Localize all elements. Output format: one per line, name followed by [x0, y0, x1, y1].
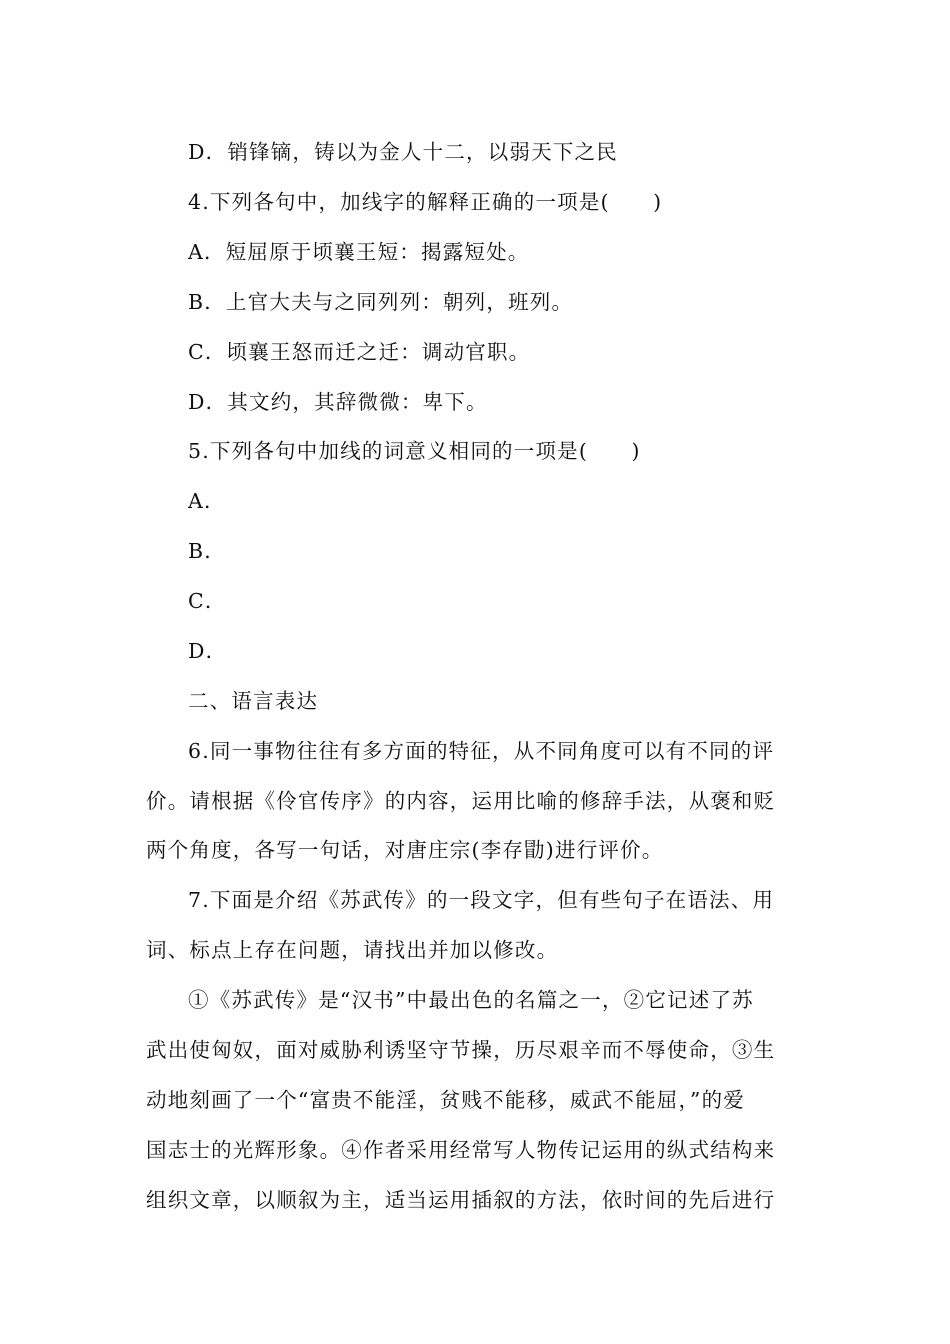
q5-option-c: C．: [188, 589, 227, 613]
q7-line-2: 词、标点上存在问题，请找出并加以修改。: [146, 938, 559, 962]
q4-option-d: D．其文约，其辞微微：卑下。: [188, 390, 488, 414]
section-heading: 二、语言表达: [188, 689, 319, 713]
q7-passage-line-3: 动地刻画了一个“富贵不能淫，贫贱不能移，威武不能屈，”的爱: [146, 1088, 746, 1112]
q4-option-a: A．短屈原于顷襄王短：揭露短处。: [188, 240, 530, 264]
q7-passage-line-4: 国志士的光辉形象。④作者采用经常写人物传记运用的纵式结构来: [146, 1138, 776, 1162]
q5-stem: 5.下列各句中加线的词意义相同的一项是( ): [188, 439, 641, 463]
q7-passage-line-5: 组织文章，以顺叙为主，适当运用插叙的方法，依时间的先后进行: [146, 1188, 776, 1212]
q7-passage-line-2: 武出使匈奴，面对威胁利诱坚守节操，历尽艰辛而不辱使命，③生: [146, 1038, 776, 1062]
q4-option-b: B．上官大夫与之同列列：朝列，班列。: [188, 290, 574, 314]
q7-line-1: 7.下面是介绍《苏武传》的一段文字，但有些句子在语法、用: [188, 888, 775, 912]
q6-line-1: 6.同一事物往往有多方面的特征，从不同角度可以有不同的评: [188, 739, 775, 763]
q5-option-d: D．: [188, 639, 228, 663]
q3-option-d: D．销锋镝，铸以为金人十二，以弱天下之民: [188, 140, 618, 164]
q7-passage-line-1: ①《苏武传》是“汉书”中最出色的名篇之一，②它记述了苏: [188, 988, 754, 1012]
q4-option-c: C．顷襄王怒而迁之迁：调动官职。: [188, 340, 531, 364]
q5-option-a: A．: [188, 489, 226, 513]
q5-option-b: B．: [188, 539, 226, 563]
q4-stem: 4.下列各句中，加线字的解释正确的一项是( ): [188, 190, 663, 214]
q6-line-2: 价。请根据《伶官传序》的内容，运用比喻的修辞手法，从褒和贬: [146, 789, 776, 813]
q6-line-3: 两个角度，各写一句话，对唐庄宗(李存勖)进行评价。: [146, 838, 664, 862]
